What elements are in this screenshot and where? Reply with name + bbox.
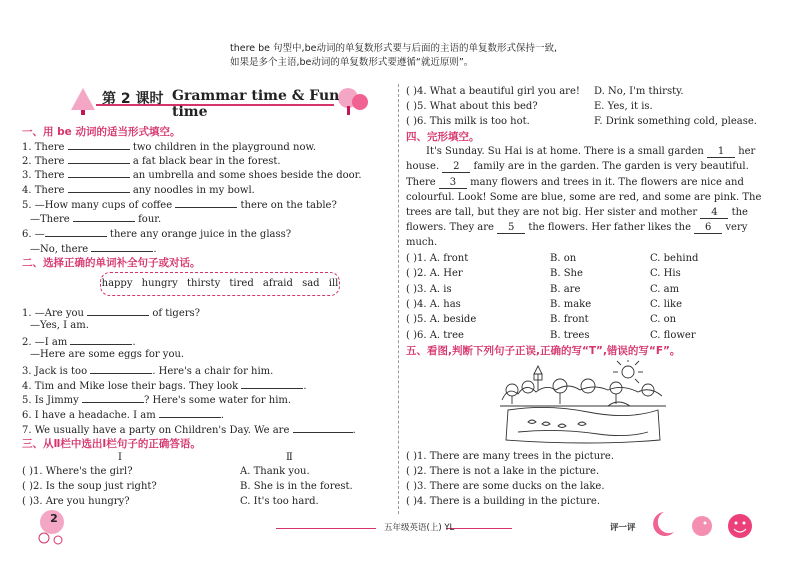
section-2-heading: 二、选择正确的单词补全句子或对话。 bbox=[22, 257, 201, 269]
answer-blank[interactable] bbox=[87, 304, 149, 316]
lesson-number: 第 2 课时 bbox=[102, 91, 164, 107]
lesson-header bbox=[68, 86, 368, 120]
q3-question: ( )1. Where's the girl? bbox=[22, 466, 133, 477]
blank-5[interactable]: 5 bbox=[497, 222, 525, 234]
section-4-heading: 四、完形填空。 bbox=[406, 131, 480, 143]
q3-option: B. She is in the forest. bbox=[240, 481, 353, 492]
q3-question: ( )2. Is the soup just right? bbox=[22, 481, 157, 492]
q2-item: 7. We usually have a party on Children's Day. We are . bbox=[22, 421, 356, 438]
q1-item: 2. There a fat black bear in the forest. bbox=[22, 152, 281, 169]
tree-icon bbox=[68, 86, 98, 116]
q3-question: ( )4. What a beautiful girl you are! bbox=[406, 86, 580, 97]
answer-blank[interactable] bbox=[175, 196, 237, 208]
review-label: 评一评 bbox=[610, 523, 636, 533]
q3-question: ( )6. This milk is too hot. bbox=[406, 116, 530, 127]
q1-item: —There four. bbox=[30, 210, 161, 227]
column-divider bbox=[398, 84, 399, 514]
passage-line: house. 2 family are in the garden. The garden is very beautiful. bbox=[406, 161, 749, 172]
bird-icon bbox=[692, 516, 712, 536]
blank-1[interactable]: 1 bbox=[707, 146, 735, 158]
answer-blank[interactable] bbox=[70, 333, 132, 345]
passage-line: It's Sunday. Su Hai is at home. There is a small garden 1 her bbox=[426, 146, 756, 157]
blank-4[interactable]: 4 bbox=[700, 207, 728, 219]
grammar-note bbox=[230, 42, 590, 70]
answer-blank[interactable] bbox=[68, 152, 130, 164]
page-number: 2 bbox=[50, 512, 58, 525]
q2-item: 3. Jack is too . Here's a chair for him. bbox=[22, 362, 273, 379]
book-label: 五年级英语(上) YL bbox=[384, 523, 455, 533]
passage-line: trees are tall, but they are not big. Her sister and mother 4 the bbox=[406, 207, 748, 218]
q2-item: 6. I have a headache. I am . bbox=[22, 406, 224, 423]
blank-2[interactable]: 2 bbox=[442, 161, 470, 173]
passage-line: There 3 many flowers and trees in it. The flowers are nice and bbox=[406, 177, 744, 188]
q1-item: 4. There any noodles in my bowl. bbox=[22, 181, 255, 198]
lesson-title: Grammar time & Fun time bbox=[172, 88, 340, 120]
q3-question: ( )5. What about this bed? bbox=[406, 101, 538, 112]
answer-blank[interactable] bbox=[241, 377, 303, 389]
grammar-note-line1: there be 句型中,be动词的单复数形式要与后面的主语的单复数形式保持一致, bbox=[230, 43, 557, 54]
q1-item: —No, there . bbox=[30, 240, 157, 257]
answer-blank[interactable] bbox=[73, 210, 135, 222]
passage-line: much. bbox=[406, 237, 438, 248]
choice-row: ( )3. A. is B. are C. am bbox=[406, 284, 680, 295]
q2-item: 1. —Are you of tigers? bbox=[22, 304, 200, 321]
column-1-label: Ⅰ bbox=[118, 452, 122, 463]
q3-option: F. Drink something cold, please. bbox=[594, 116, 757, 127]
grammar-note-line2: 如果是多个主语,be动词的单复数形式要遵循“就近原则”。 bbox=[230, 57, 474, 68]
judge-item: ( )2. There is not a lake in the picture. bbox=[406, 466, 600, 477]
choice-row: ( )4. A. has B. make C. like bbox=[406, 299, 683, 310]
q1-item: 6. — there any orange juice in the glass? bbox=[22, 225, 291, 242]
passage-line: colourful. Look! Some are blue, some are red, and some are pink. The bbox=[406, 192, 762, 203]
answer-blank[interactable] bbox=[45, 225, 107, 237]
q2-item: 2. —I am . bbox=[22, 333, 136, 350]
choice-row: ( )2. A. Her B. She C. His bbox=[406, 268, 681, 279]
q2-item: 5. Is Jimmy ? Here's some water for him. bbox=[22, 391, 291, 408]
judge-item: ( )4. There is a building in the picture. bbox=[406, 496, 601, 507]
smiley-icon bbox=[728, 514, 752, 538]
moon-icon bbox=[653, 512, 674, 536]
q2-item: —Here are some eggs for you. bbox=[30, 349, 185, 360]
q1-item: 1. There two children in the playground now. bbox=[22, 138, 316, 155]
answer-blank[interactable] bbox=[91, 240, 153, 252]
q3-question: ( )3. Are you hungry? bbox=[22, 496, 130, 507]
answer-blank[interactable] bbox=[293, 421, 353, 433]
q3-option: C. It's too hard. bbox=[240, 496, 319, 507]
footer-rule bbox=[446, 528, 512, 529]
answer-blank[interactable] bbox=[68, 138, 130, 150]
answer-blank[interactable] bbox=[68, 166, 130, 178]
answer-blank[interactable] bbox=[159, 406, 221, 418]
q2-item: —Yes, I am. bbox=[30, 320, 89, 331]
choice-row: ( )1. A. front B. on C. behind bbox=[406, 253, 699, 264]
passage-line: flowers. They are 5 the flowers. Her father likes the 6 very bbox=[406, 222, 748, 233]
q1-item: 3. There an umbrella and some shoes beside the door. bbox=[22, 166, 362, 183]
q3-option: E. Yes, it is. bbox=[594, 101, 653, 112]
column-2-label: Ⅱ bbox=[286, 452, 293, 463]
park-picture bbox=[498, 360, 668, 446]
section-1-heading: 一、用 be 动词的适当形式填空。 bbox=[22, 126, 181, 138]
choice-row: ( )6. A. tree B. trees C. flower bbox=[406, 330, 696, 341]
answer-blank[interactable] bbox=[68, 181, 130, 193]
q1-item: 5. —How many cups of coffee there on the table? bbox=[22, 196, 337, 213]
footer-rule bbox=[276, 528, 376, 529]
q3-option: D. No, I'm thirsty. bbox=[594, 86, 684, 97]
choice-row: ( )5. A. beside B. front C. on bbox=[406, 314, 677, 325]
rating-icons bbox=[650, 508, 760, 542]
answer-blank[interactable] bbox=[82, 391, 144, 403]
q3-option: A. Thank you. bbox=[240, 466, 310, 477]
q2-item: 4. Tim and Mike lose their bags. They look . bbox=[22, 377, 307, 394]
word-bank: happy hungry thirsty tired afraid sad ill bbox=[100, 272, 340, 296]
section-5-heading: 五、看图,判断下列句子正误,正确的写“T”,错误的写“F”。 bbox=[406, 345, 681, 357]
answer-blank[interactable] bbox=[90, 362, 152, 374]
judge-item: ( )3. There are some ducks on the lake. bbox=[406, 481, 605, 492]
blank-3[interactable]: 3 bbox=[439, 177, 467, 189]
blank-6[interactable]: 6 bbox=[694, 222, 722, 234]
judge-item: ( )1. There are many trees in the picture. bbox=[406, 451, 615, 462]
section-3-heading: 三、从Ⅱ栏中选出Ⅰ栏句子的正确答语。 bbox=[22, 438, 201, 450]
